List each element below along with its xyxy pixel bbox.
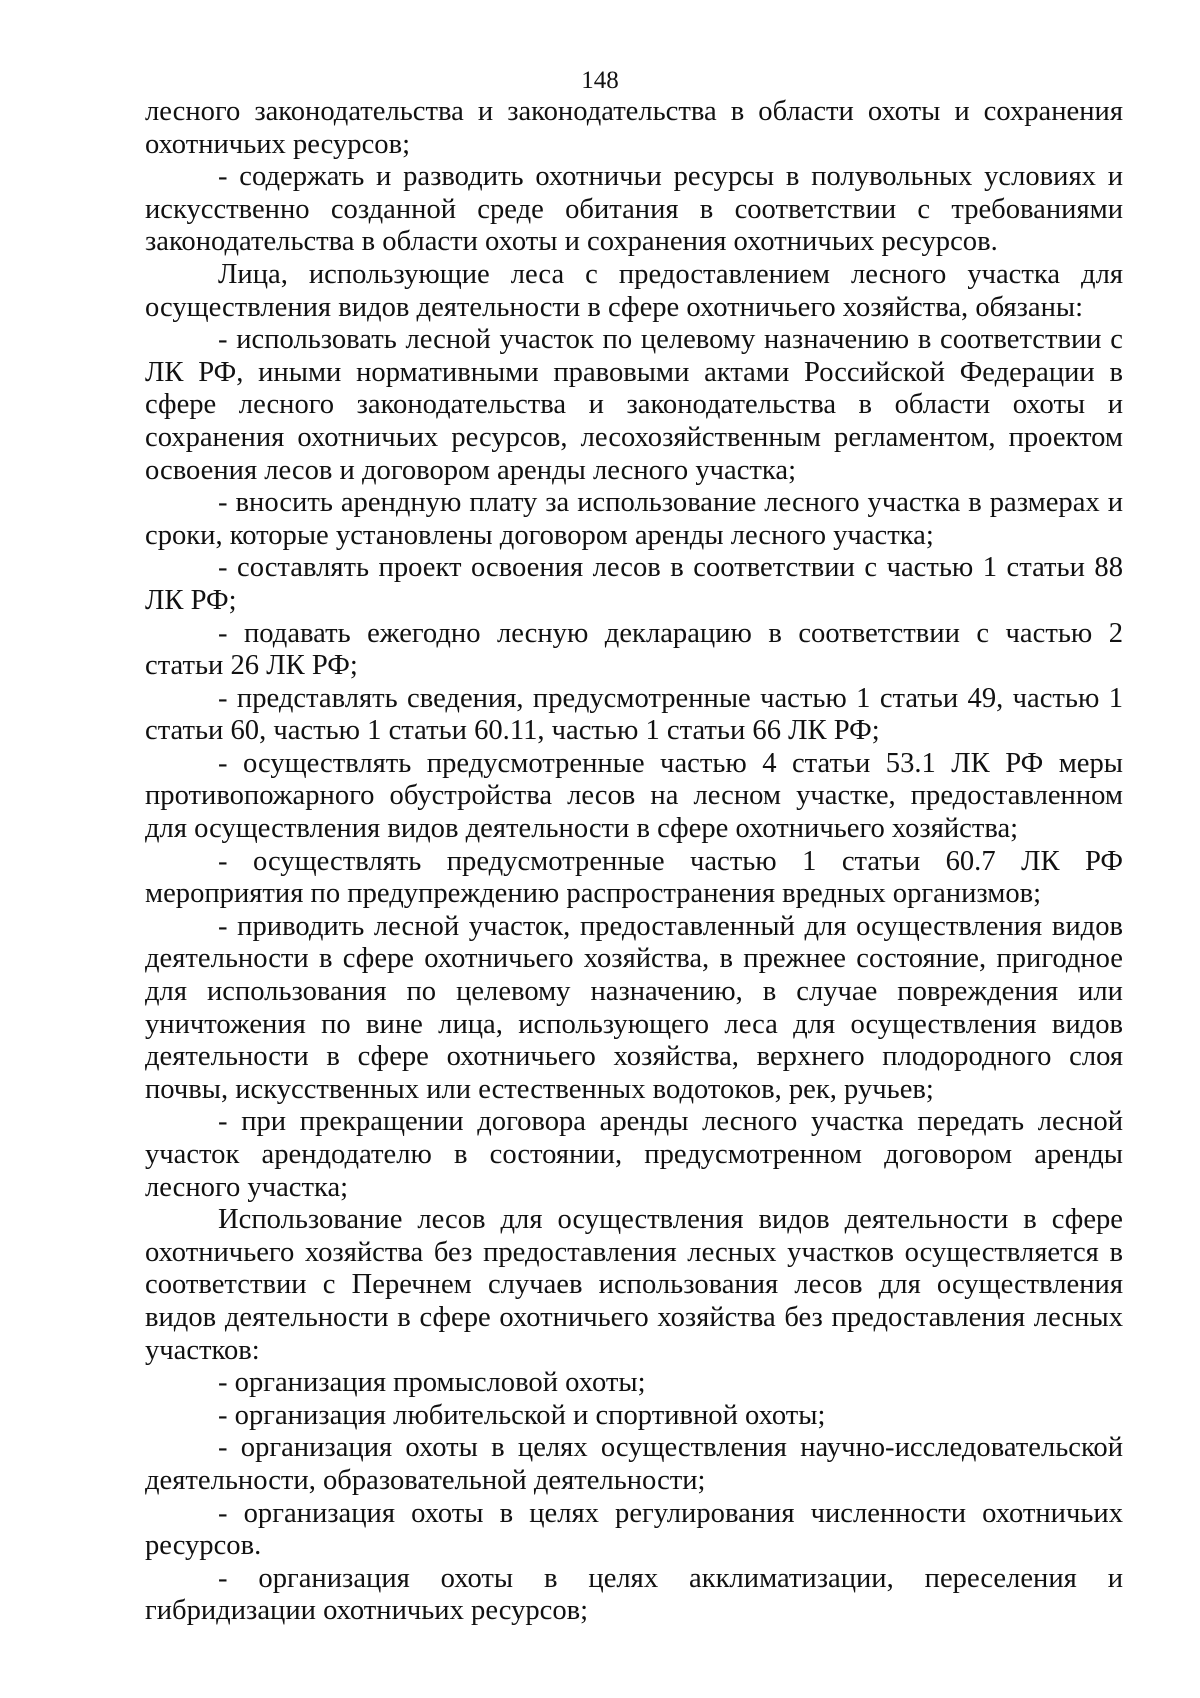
paragraph: Использование лесов для осуществления видов деятельности в сфере охотничьего хозяйства без предоставления лесных участков осуществляется в соответствии с Перечнем случаев использования лесов для осуществления видов деятельности в сфере охотничьего хозяйства без предоставления лесных участков: — [145, 1204, 1123, 1366]
paragraph: лесного законодательства и законодательства в области охоты и сохранения охотничьих ресурсов; — [145, 96, 1123, 160]
paragraph: - организация промысловой охоты; — [218, 1367, 646, 1399]
paragraph: - при прекращении договора аренды лесного участка передать лесной участок арендодателю в состоянии, предусмотренном договором аренды лесного участка; — [145, 1106, 1123, 1203]
page-number: 148 — [581, 67, 619, 94]
paragraph: - представлять сведения, предусмотренные частью 1 статьи 49, частью 1 статьи 60, частью 1 статьи 60.11, частью 1 статьи 66 ЛК РФ; — [145, 682, 1123, 747]
paragraph: - организация охоты в целях акклиматизации, переселения и гибридизации охотничьих ресурсов; — [145, 1562, 1123, 1627]
paragraph: - организация любительской и спортивной охоты; — [218, 1399, 826, 1431]
paragraph: - организация охоты в целях регулирования численности охотничьих ресурсов. — [145, 1497, 1123, 1562]
paragraph: - подавать ежегодно лесную декларацию в соответствии с частью 2 статьи 26 ЛК РФ; — [145, 617, 1123, 682]
paragraph: - составлять проект освоения лесов в соответствии с частью 1 статьи 88 ЛК РФ; — [145, 552, 1123, 616]
document-body — [145, 96, 1123, 1628]
paragraph: - вносить арендную плату за использование лесного участка в размерах и сроки, которые установлены договором аренды лесного участка; — [145, 487, 1123, 551]
paragraph: - использовать лесной участок по целевому назначению в соответствии с ЛК РФ, иными нормативными правовыми актами Российской Федерации в сфере лесного законодательства и законодательства в области охоты и сохранения охотничьих ресурсов, лесохозяйственным регламентом, проектом освоения лесов и договором аренды лесного участка; — [145, 324, 1123, 486]
paragraph: - организация охоты в целях осуществления научно-исследовательской деятельности, образовательной деятельности; — [145, 1432, 1123, 1496]
paragraph: - осуществлять предусмотренные частью 1 статьи 60.7 ЛК РФ мероприятия по предупреждению распространения вредных организмов; — [145, 845, 1123, 910]
paragraph: - осуществлять предусмотренные частью 4 статьи 53.1 ЛК РФ меры противопожарного обустройства лесов на лесном участке, предоставленном для осуществления видов деятельности в сфере охотничьего хозяйства; — [145, 747, 1123, 845]
paragraph: - приводить лесной участок, предоставленный для осуществления видов деятельности в сфере охотничьего хозяйства, в прежнее состояние, пригодное для использования по целевому назначению, в случае повреждения или уничтожения по вине лица, использующего леса для осуществления видов деятельности в сфере охотничьего хозяйства, верхнего плодородного слоя почвы, искусственных или естественных водотоков, рек, ручьев; — [145, 910, 1123, 1105]
paragraph: Лица, использующие леса с предоставлением лесного участка для осуществления видов деятельности в сфере охотничьего хозяйства, обязаны: — [145, 258, 1123, 323]
paragraph: - содержать и разводить охотничьи ресурсы в полувольных условиях и искусственно созданной среде обитания в соответствии с требованиями законодательства в области охоты и сохранения охотничьих ресурсов. — [145, 161, 1123, 258]
